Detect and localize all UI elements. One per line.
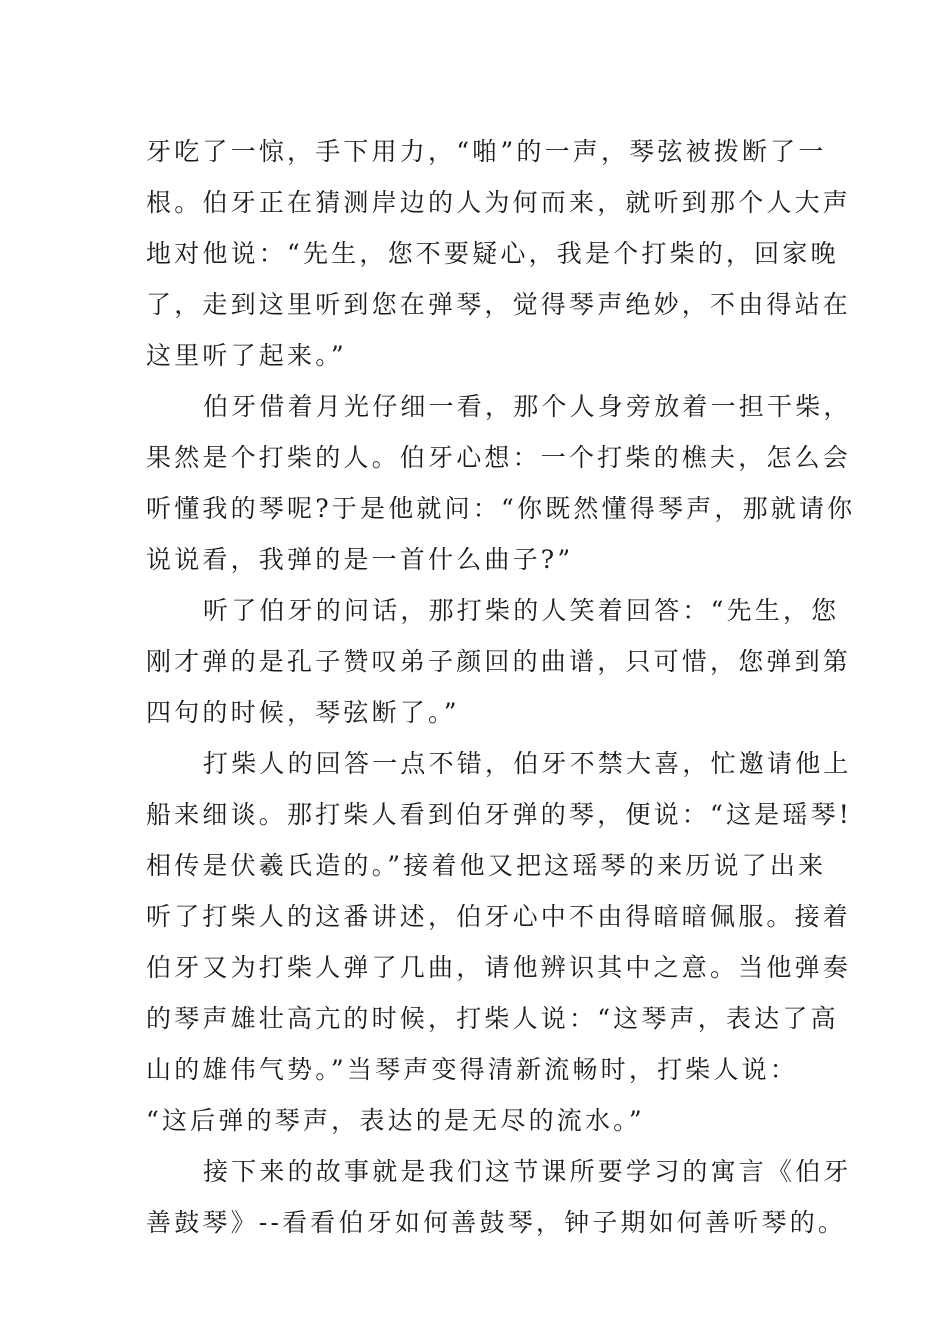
text-line: 善鼓琴》--看看伯牙如何善鼓琴，钟子期如何善听琴的。 [146,1208,847,1237]
text-line: 听了伯牙的问话，那打柴的人笑着回答：“先生，您 [203,596,840,625]
text-line: 打柴人的回答一点不错，伯牙不禁大喜，忙邀请他上 [203,749,852,778]
text-line: 听了打柴人的这番讲述，伯牙心中不由得暗暗佩服。接着 [146,902,852,931]
text-line: 船来细谈。那打柴人看到伯牙弹的琴，便说：“这是瑶琴! [146,800,853,829]
text-line: 说说看，我弹的是一首什么曲子?” [146,545,574,574]
text-line: 地对他说：“先生，您不要疑心，我是个打柴的，回家晚 [146,239,839,268]
text-line: 刚才弹的是孔子赞叹弟子颜回的曲谱，只可惜，您弹到第 [146,647,852,676]
text-line: 牙吃了一惊，手下用力，“啪”的一声，琴弦被拨断了一 [146,137,827,166]
text-line: 伯牙又为打柴人弹了几曲，请他辨识其中之意。当他弹奏 [146,953,852,982]
text-line: 这里听了起来。” [146,341,347,370]
text-line: 相传是伏羲氏造的。”接着他又把这瑶琴的来历说了出来 [146,851,827,880]
text-line: 果然是个打柴的人。伯牙心想：一个打柴的樵夫，怎么会 [146,443,852,472]
document-body [146,126,856,1248]
text-line: 山的雄伟气势。”当琴声变得清新流畅时，打柴人说： [146,1055,799,1084]
text-line: 根。伯牙正在猜测岸边的人为何而来，就听到那个人大声 [146,188,852,217]
text-line: 四句的时候，琴弦断了。” [146,698,460,727]
text-line: 的琴声雄壮高亢的时候，打柴人说：“这琴声，表达了高 [146,1004,839,1033]
text-line: 伯牙借着月光仔细一看，那个人身旁放着一担干柴， [203,392,852,421]
text-line: 接下来的故事就是我们这节课所要学习的寓言《伯牙 [203,1157,852,1186]
text-line: 了，走到这里听到您在弹琴，觉得琴声绝妙，不由得站在 [146,290,852,319]
text-line: 听懂我的琴呢?于是他就问：“你既然懂得琴声，那就请你 [146,494,856,523]
text-line: “这后弹的琴声，表达的是无尽的流水。” [146,1106,645,1135]
